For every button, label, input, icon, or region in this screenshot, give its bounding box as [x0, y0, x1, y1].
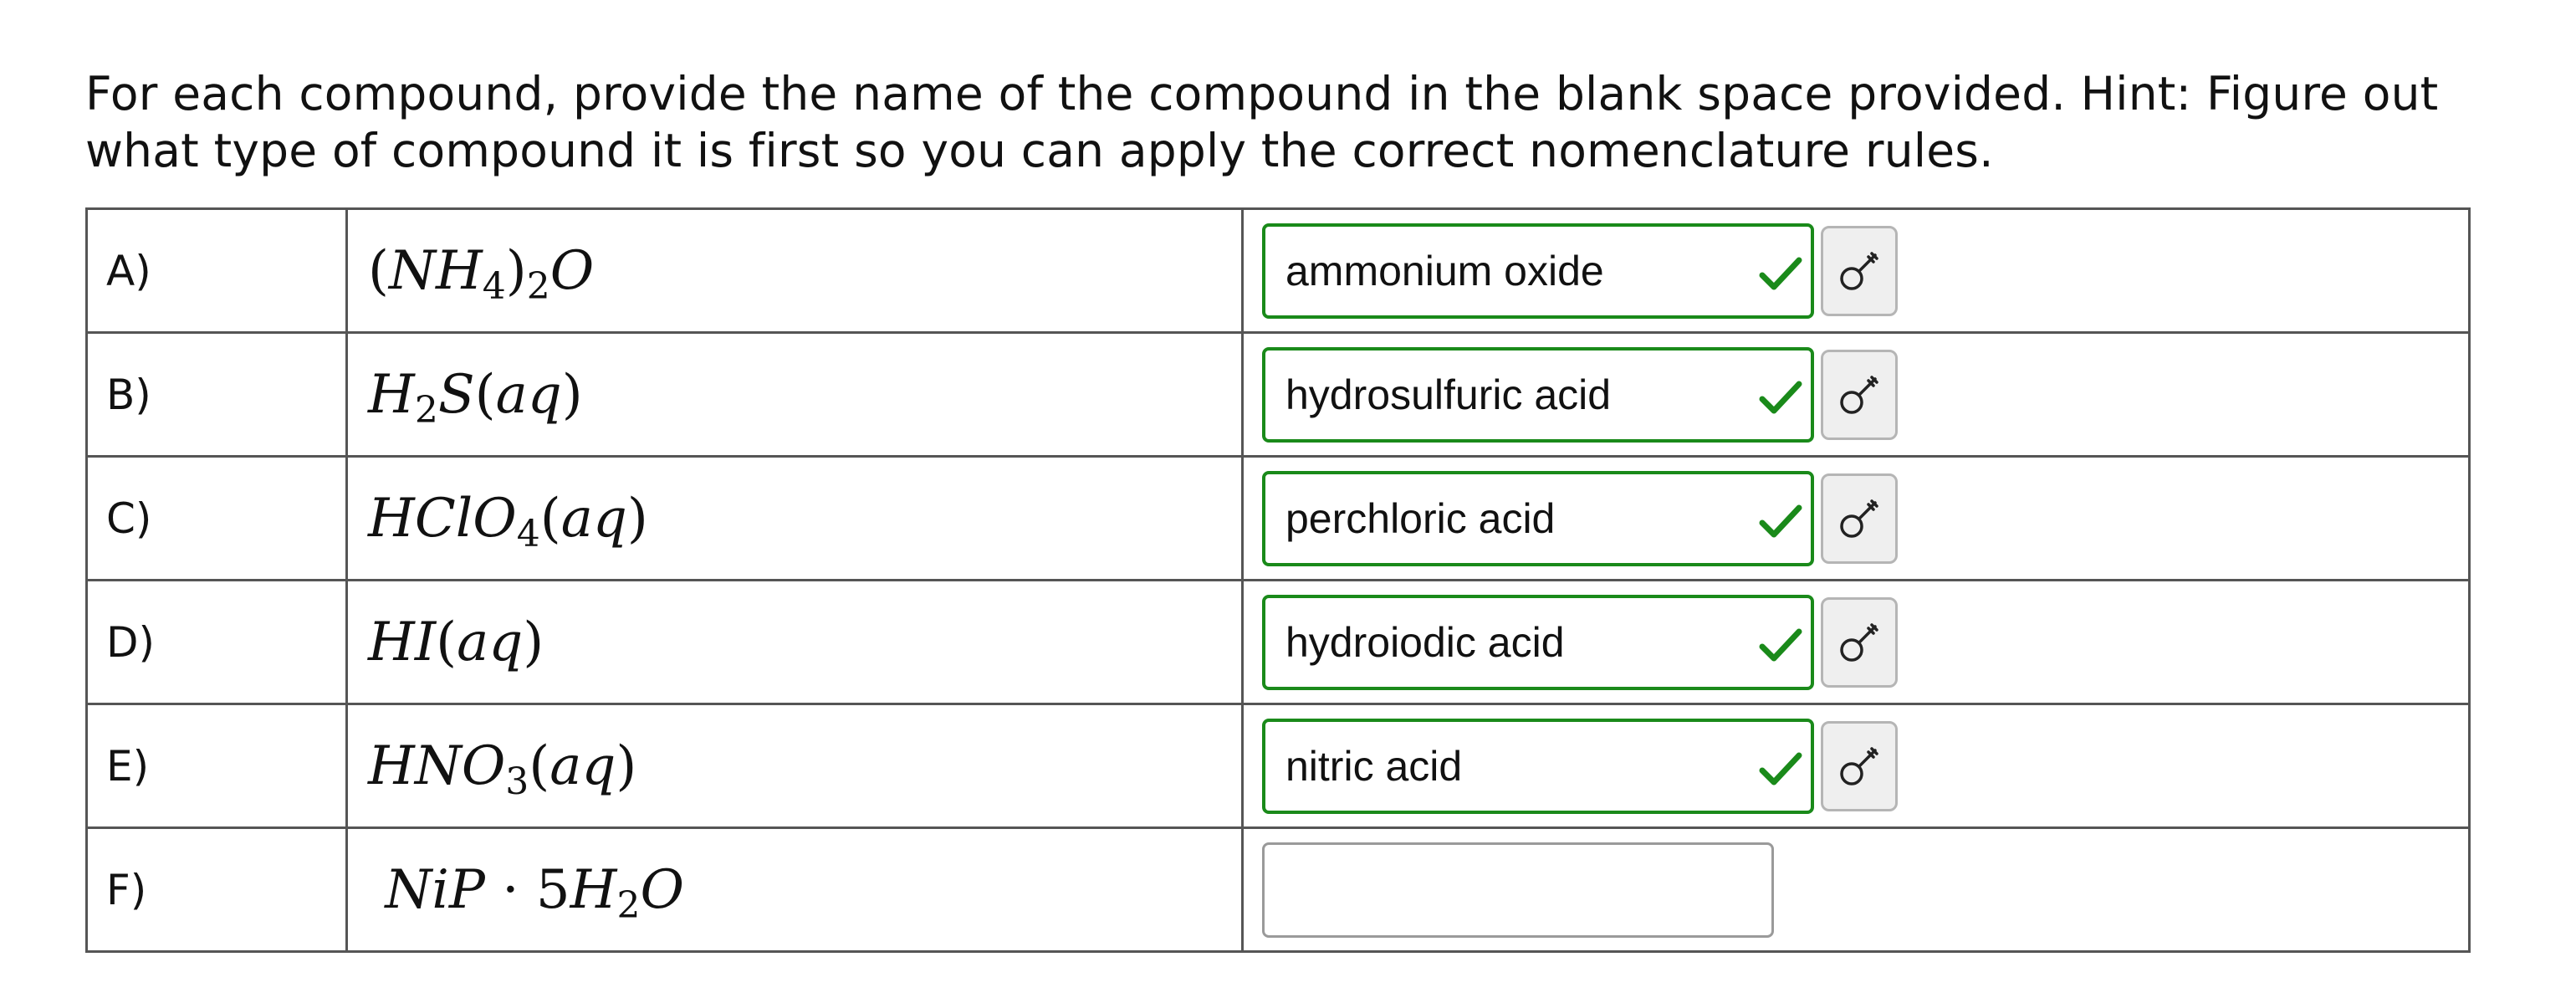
table-row	[87, 209, 2470, 333]
answer-input[interactable]	[1262, 842, 1774, 938]
formula: $HNO_3(aq)$	[347, 704, 1243, 828]
check-icon	[1757, 627, 1804, 663]
answer-value: nitric acid	[1285, 742, 1463, 790]
key-button[interactable]	[1821, 350, 1898, 440]
row-letter: B)	[87, 333, 347, 457]
answer-input[interactable]	[1262, 223, 1814, 319]
formula: $H_2S(aq)$	[347, 333, 1243, 457]
formula: HI(aq)	[347, 581, 1243, 704]
answer-value: hydrosulfuric acid	[1285, 371, 1612, 418]
answer-input[interactable]	[1262, 471, 1814, 566]
row-letter: A)	[87, 209, 347, 333]
table-row	[87, 333, 2470, 457]
key-icon	[1835, 742, 1883, 791]
answer-value: ammonium oxide	[1285, 247, 1604, 294]
key-icon	[1835, 618, 1883, 667]
key-button[interactable]	[1821, 473, 1898, 564]
formula: HClO$_4$(aq)	[347, 457, 1243, 581]
key-icon	[1835, 247, 1883, 295]
key-button[interactable]	[1821, 597, 1898, 688]
table-row	[87, 581, 2470, 704]
table-row	[87, 704, 2470, 828]
instructions-text: For each compound, provide the name of the compound in the blank space provided. Hint: Figure out what type of compound it is first so you can apply the correct nomenclature rules.	[85, 67, 2439, 177]
key-button[interactable]	[1821, 721, 1898, 811]
answer-input[interactable]	[1262, 347, 1814, 443]
row-letter: C)	[87, 457, 347, 581]
answer-input[interactable]	[1262, 595, 1814, 690]
table-row	[87, 457, 2470, 581]
key-icon	[1835, 494, 1883, 543]
table-row	[87, 828, 2470, 952]
formula: NiP · $5H_2O$	[347, 828, 1243, 952]
check-icon	[1757, 503, 1804, 540]
check-icon	[1757, 255, 1804, 292]
row-letter: D)	[87, 581, 347, 704]
compound-table	[85, 207, 2471, 953]
check-icon	[1757, 750, 1804, 787]
check-icon	[1757, 379, 1804, 416]
formula: $(NH_4)_2O$	[347, 209, 1243, 333]
row-letter: E)	[87, 704, 347, 828]
answer-value: perchloric acid	[1285, 494, 1556, 542]
row-letter: F)	[87, 828, 347, 952]
key-icon	[1835, 371, 1883, 419]
key-button[interactable]	[1821, 226, 1898, 316]
answer-value: hydroiodic acid	[1285, 618, 1565, 666]
answer-input[interactable]	[1262, 719, 1814, 814]
